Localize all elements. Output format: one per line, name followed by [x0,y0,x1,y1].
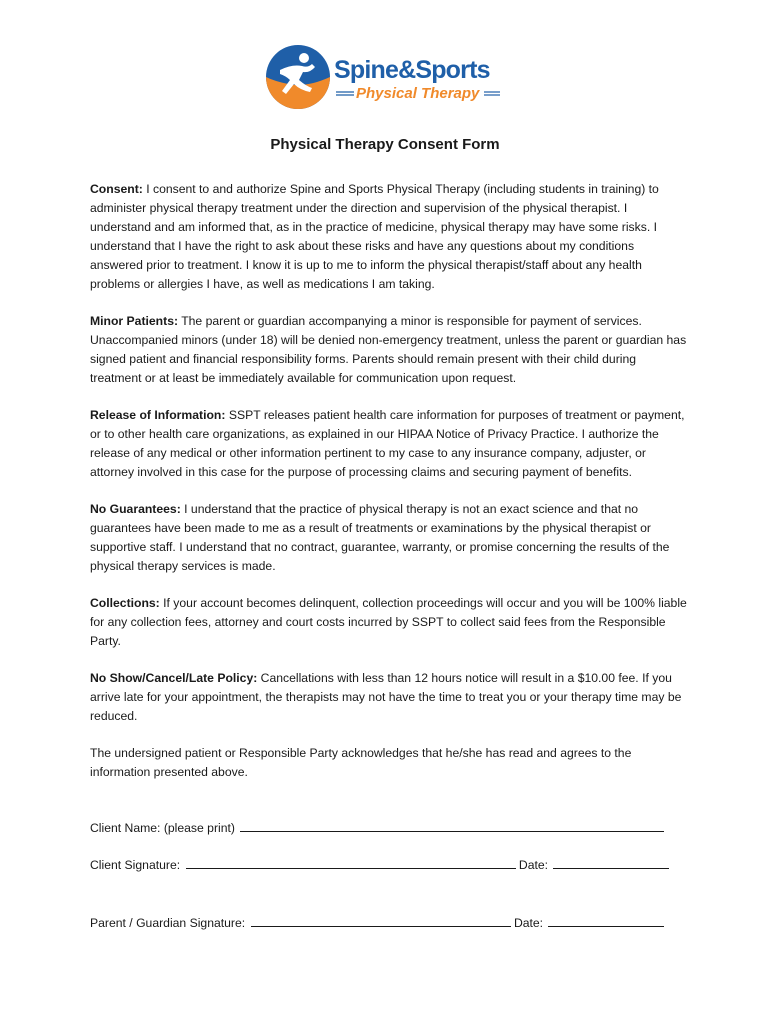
section-text: Cancellations with less than 12 hours notice will result in a $10.00 fee. If you arrive late for your appointment, the therapists may not have the time to treat you or your therapy time may be reduced. [90,671,682,723]
section-heading: Collections: [90,596,160,610]
guardian-signature-row [90,913,690,933]
logo-brand-line2: Physical Therapy [356,85,480,102]
date-label: Date: [518,858,549,872]
section-release-of-information [90,406,690,482]
client-name-row [90,818,690,838]
section-heading: No Show/Cancel/Late Policy: [90,671,258,685]
section-heading: Release of Information: [90,408,226,422]
section-text: If your account becomes delinquent, collection proceedings will occur and you will be 100% liable for any collection fees, attorney and court costs incurred by SSPT to collect said fees from the Responsible Party. [90,596,687,648]
section-no-show-policy [90,669,690,726]
guardian-date-field[interactable] [548,913,664,927]
section-no-guarantees [90,500,690,576]
spine-sports-logo [266,44,506,114]
client-signature-field[interactable] [186,855,516,869]
section-heading: Consent: [90,182,143,196]
section-text: I consent to and authorize Spine and Sports Physical Therapy (including students in training) to administer physical therapy treatment under the direction and supervision of the physical therapist. I understand and am informed that, as in the practice of medicine, physical therapy may have some risks. I understand that I have the right to ask about these risks and have any questions about my conditions answered prior to treatment. I know it is up to me to inform the physical therapist/staff about any health problems or allergies I have, as well as medications I am taking. [90,182,659,291]
section-collections [90,594,690,651]
guardian-signature-label: Parent / Guardian Signature: [90,916,246,930]
page-title: Physical Therapy Consent Form [270,136,500,153]
logo-brand-line1: Spine&Sports [334,56,490,84]
guardian-signature-field[interactable] [251,913,511,927]
acknowledgement-text: The undersigned patient or Responsible Party acknowledges that he/she has read and agrees to the information presented above. [90,746,632,779]
client-signature-row [90,855,690,875]
section-minor-patients [90,312,690,388]
section-text: I understand that the practice of physical therapy is not an exact science and that no guarantees have been made to me as a result of treatments or examinations by the physical therapist or supportive staff. I understand that no contract, guarantee, warranty, or promise concerning the results of the physical therapy services is made. [90,502,670,573]
client-name-field[interactable] [240,818,664,832]
section-text: The parent or guardian accompanying a minor is responsible for payment of services. Unaccompanied minors (under 18) will be denied non-emergency treatment, unless the parent or guardian has signed patient and financial responsibility forms. Parents should remain present with their child during treatment or at least be immediately available for communication upon request. [90,314,687,385]
date-label: Date: [513,916,544,930]
section-text: SSPT releases patient health care information for purposes of treatment or payment, or to other health care organizations, as explained in our HIPAA Notice of Privacy Practice. I authorize the release of any medical or other information pertinent to my case to any insurance company, adjuster, or attorney involved in this case for the purpose of processing claims and securing payment of benefits. [90,408,685,479]
client-date-field[interactable] [553,855,669,869]
section-consent [90,180,690,294]
section-heading: Minor Patients: [90,314,179,328]
client-signature-label: Client Signature: [90,858,181,872]
form-body [90,180,690,800]
client-name-label: Client Name: (please print) [90,821,235,835]
section-heading: No Guarantees: [90,502,181,516]
